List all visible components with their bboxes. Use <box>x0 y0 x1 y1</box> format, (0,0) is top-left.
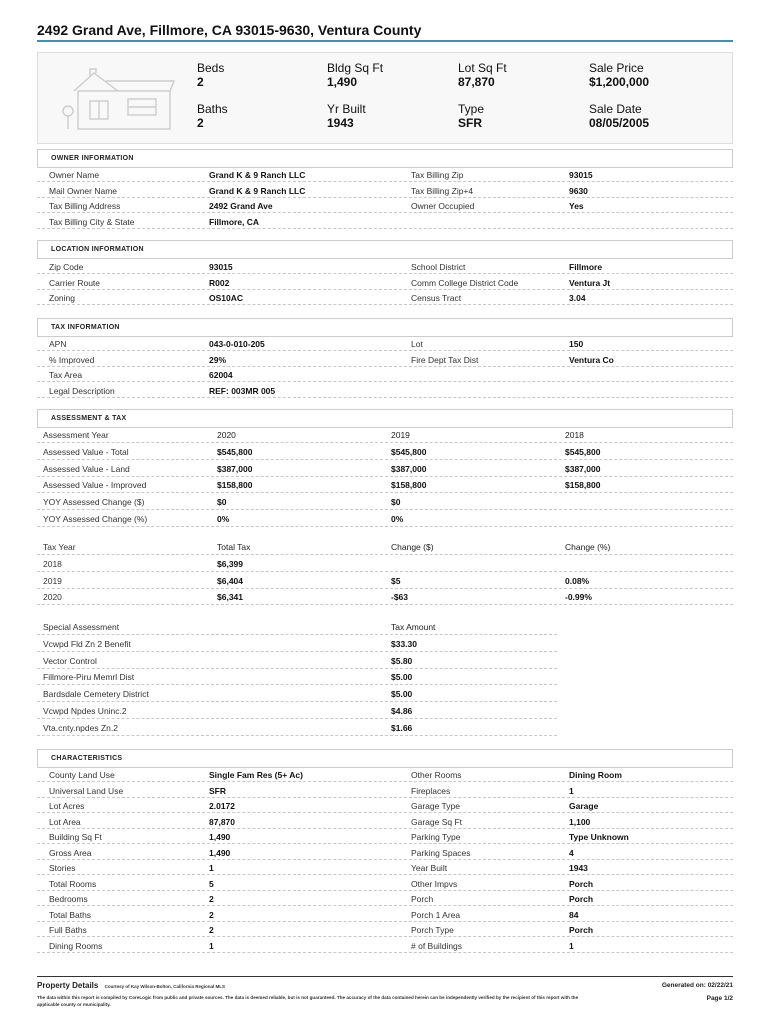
field-value: REF: 003MR 005 <box>207 384 397 398</box>
field-value: 150 <box>567 337 733 351</box>
table-row <box>37 877 733 893</box>
field-value: 2 <box>207 908 397 922</box>
beds-summary <box>197 61 224 90</box>
table-header-row <box>37 620 733 637</box>
row-label: 2018 <box>37 557 209 572</box>
row-label: 2019 <box>37 574 209 589</box>
field-value: OS10AC <box>207 291 397 305</box>
tax-table <box>37 337 733 399</box>
cell-value: $33.30 <box>385 637 557 652</box>
field-value: Grand K & 9 Ranch LLC <box>207 168 397 182</box>
bldg-sqft-value: 1,490 <box>327 75 358 89</box>
field-label: Year Built <box>399 861 565 875</box>
table-row <box>37 923 733 939</box>
field-label: Parking Spaces <box>399 846 565 860</box>
assessment-section-heading: ASSESSMENT & TAX <box>37 409 733 428</box>
baths-label: Baths <box>197 102 228 116</box>
row-label: Assessed Value - Land <box>37 462 209 477</box>
field-label: Total Rooms <box>37 877 205 891</box>
table-row <box>37 799 733 815</box>
field-label: Full Baths <box>37 923 205 937</box>
field-value: 2 <box>207 892 397 906</box>
field-value: Dining Room <box>567 768 733 782</box>
field-value: 1,100 <box>567 815 733 829</box>
table-row <box>37 557 733 574</box>
lot-sqft-value: 87,870 <box>458 75 495 89</box>
field-value: Ventura Jt <box>567 276 733 290</box>
table-row <box>37 670 733 687</box>
cell-value: $6,404 <box>211 574 383 589</box>
beds-value: 2 <box>197 75 204 89</box>
field-value: 84 <box>567 908 733 922</box>
field-value: SFR <box>207 784 397 798</box>
field-value: 1 <box>567 784 733 798</box>
row-label: Vector Control <box>37 654 383 669</box>
cell-value: $1.66 <box>385 721 557 736</box>
table-row <box>37 654 733 671</box>
field-label: Zoning <box>37 291 205 305</box>
cell-value: -0.99% <box>559 590 733 605</box>
field-label: Porch Type <box>399 923 565 937</box>
cell-value: -$63 <box>385 590 557 605</box>
field-label: % Improved <box>37 353 205 367</box>
cell-value: $0 <box>385 495 557 510</box>
table-header-row <box>37 540 733 557</box>
cell-value: $158,800 <box>559 478 733 493</box>
field-label: Parking Type <box>399 830 565 844</box>
field-label: Fire Dept Tax Dist <box>399 353 565 367</box>
field-value <box>567 368 733 382</box>
field-value: 3.04 <box>567 291 733 305</box>
field-value: 1 <box>207 939 397 953</box>
cell-value: $545,800 <box>211 445 383 460</box>
cell-value <box>559 557 733 572</box>
field-label: Tax Billing Zip <box>399 168 565 182</box>
field-value: 93015 <box>207 260 397 274</box>
column-header: 2020 <box>211 428 383 443</box>
field-label: Gross Area <box>37 846 205 860</box>
field-label: Lot Area <box>37 815 205 829</box>
baths-value: 2 <box>197 116 204 130</box>
owner-section-heading: OWNER INFORMATION <box>37 149 733 168</box>
field-label: Other Impvs <box>399 877 565 891</box>
field-label: Fireplaces <box>399 784 565 798</box>
cell-value: $0 <box>211 495 383 510</box>
footer-title: Property Details <box>37 981 99 990</box>
field-label: Garage Type <box>399 799 565 813</box>
table-row <box>37 184 733 200</box>
field-label: Owner Name <box>37 168 205 182</box>
yr-built-value: 1943 <box>327 116 354 130</box>
row-label: Vcwpd Npdes Uninc.2 <box>37 704 383 719</box>
page-number: Page 1/2 <box>706 995 733 1002</box>
field-label: Owner Occupied <box>399 199 565 213</box>
field-label: Comm College District Code <box>399 276 565 290</box>
type-label: Type <box>458 102 485 116</box>
cell-value: $545,800 <box>385 445 557 460</box>
table-row <box>37 291 733 307</box>
field-label: Lot Acres <box>37 799 205 813</box>
row-label: Vcwpd Fld Zn 2 Benefit <box>37 637 383 652</box>
table-row <box>37 168 733 184</box>
table-row <box>37 687 733 704</box>
field-label: # of Buildings <box>399 939 565 953</box>
field-label: Carrier Route <box>37 276 205 290</box>
footer-disclaimer: The data within this report is compiled by CoreLogic from public and private sources. The data is deemed reliable, but is not guaranteed. The accuracy of the data contained herein can be independently verified by the recipient of this report with the applicable county or municipality. <box>37 995 579 1007</box>
cell-value: $545,800 <box>559 445 733 460</box>
field-label: County Land Use <box>37 768 205 782</box>
table-row <box>37 353 733 369</box>
field-value: 62004 <box>207 368 397 382</box>
field-label <box>399 368 565 382</box>
table-row <box>37 478 733 495</box>
table-row <box>37 215 733 231</box>
cell-value: $387,000 <box>559 462 733 477</box>
field-value: 4 <box>567 846 733 860</box>
tax-history-table <box>37 540 733 607</box>
column-header: Special Assessment <box>37 620 383 635</box>
bldg-sqft-label: Bldg Sq Ft <box>327 61 384 75</box>
row-label: Assessed Value - Total <box>37 445 209 460</box>
table-row <box>37 830 733 846</box>
special-assessment-table <box>37 620 733 738</box>
baths-summary <box>197 102 228 131</box>
column-header: Tax Year <box>37 540 209 555</box>
cell-value: $4.86 <box>385 704 557 719</box>
cell-value: $387,000 <box>211 462 383 477</box>
table-row <box>37 637 733 654</box>
field-value: 1,490 <box>207 846 397 860</box>
cell-value: $5.00 <box>385 670 557 685</box>
table-row <box>37 495 733 512</box>
table-row <box>37 704 733 721</box>
cell-value: $6,399 <box>211 557 383 572</box>
field-label: Porch <box>399 892 565 906</box>
row-label: YOY Assessed Change (%) <box>37 512 209 527</box>
sale-date-value: 08/05/2005 <box>589 116 650 130</box>
field-label: Tax Area <box>37 368 205 382</box>
column-header: Assessment Year <box>37 428 209 443</box>
table-row <box>37 908 733 924</box>
bldg-sqft-summary <box>327 61 383 90</box>
field-label: Tax Billing Zip+4 <box>399 184 565 198</box>
characteristics-section-heading: CHARACTERISTICS <box>37 749 733 768</box>
field-label: Total Baths <box>37 908 205 922</box>
field-label: Tax Billing Address <box>37 199 205 213</box>
field-value: Ventura Co <box>567 353 733 367</box>
characteristics-table <box>37 768 733 954</box>
row-label: Bardsdale Cemetery District <box>37 687 383 702</box>
cell-value: $5.00 <box>385 687 557 702</box>
assessment-table <box>37 428 733 529</box>
row-label: Assessed Value - Improved <box>37 478 209 493</box>
cell-value: $158,800 <box>385 478 557 493</box>
row-label: Fillmore-Piru Memrl Dist <box>37 670 383 685</box>
field-value: Yes <box>567 199 733 213</box>
field-label: Bedrooms <box>37 892 205 906</box>
field-label: Lot <box>399 337 565 351</box>
cell-value: $6,341 <box>211 590 383 605</box>
table-row <box>37 462 733 479</box>
cell-value <box>385 557 557 572</box>
table-row <box>37 784 733 800</box>
cell-value: $158,800 <box>211 478 383 493</box>
table-row <box>37 260 733 276</box>
yr-built-label: Yr Built <box>327 102 366 116</box>
table-row <box>37 337 733 353</box>
field-value: 29% <box>207 353 397 367</box>
sale-date-summary <box>589 102 649 131</box>
title-divider <box>37 40 733 42</box>
field-label: School District <box>399 260 565 274</box>
field-value: 1 <box>567 939 733 953</box>
field-label: Dining Rooms <box>37 939 205 953</box>
field-value: Fillmore, CA <box>207 215 397 229</box>
generated-date: Generated on: 02/22/21 <box>661 982 733 989</box>
table-row <box>37 276 733 292</box>
beds-label: Beds <box>197 61 225 75</box>
cell-value: 0% <box>211 512 383 527</box>
table-row <box>37 445 733 462</box>
field-label: Porch 1 Area <box>399 908 565 922</box>
field-label: Universal Land Use <box>37 784 205 798</box>
cell-value: $387,000 <box>385 462 557 477</box>
location-table <box>37 260 733 307</box>
row-label: YOY Assessed Change ($) <box>37 495 209 510</box>
table-row <box>37 384 733 400</box>
field-label: Building Sq Ft <box>37 830 205 844</box>
type-value: SFR <box>458 116 482 130</box>
row-label: Vta.cnty.npdes Zn.2 <box>37 721 383 736</box>
field-value: Porch <box>567 923 733 937</box>
table-row <box>37 846 733 862</box>
field-value: 93015 <box>567 168 733 182</box>
sale-price-label: Sale Price <box>589 61 644 75</box>
table-row <box>37 768 733 784</box>
sale-price-summary <box>589 61 649 90</box>
table-row <box>37 368 733 384</box>
field-label: Other Rooms <box>399 768 565 782</box>
field-label: Tax Billing City & State <box>37 215 205 229</box>
field-value: 2492 Grand Ave <box>207 199 397 213</box>
field-label: Mail Owner Name <box>37 184 205 198</box>
field-label: Garage Sq Ft <box>399 815 565 829</box>
table-row <box>37 721 733 738</box>
field-value: 1943 <box>567 861 733 875</box>
page-title: 2492 Grand Ave, Fillmore, CA 93015-9630, Ventura County <box>37 22 422 38</box>
field-label <box>399 215 565 229</box>
cell-value <box>559 512 733 527</box>
footer-title-line <box>37 981 225 990</box>
footer-courtesy: Courtesy of Kay Wilson-Bolton, California Regional MLS <box>104 984 226 989</box>
field-value: R002 <box>207 276 397 290</box>
field-value: Garage <box>567 799 733 813</box>
table-header-row <box>37 428 733 445</box>
cell-value: 0% <box>385 512 557 527</box>
owner-table <box>37 168 733 230</box>
row-label: 2020 <box>37 590 209 605</box>
table-row <box>37 199 733 215</box>
field-value: Type Unknown <box>567 830 733 844</box>
column-header: Tax Amount <box>385 620 557 635</box>
sale-price-value: $1,200,000 <box>589 75 650 89</box>
field-value: 043-0-010-205 <box>207 337 397 351</box>
field-value: 1 <box>207 861 397 875</box>
field-value: Grand K & 9 Ranch LLC <box>207 184 397 198</box>
field-value <box>567 384 733 398</box>
column-header: 2019 <box>385 428 557 443</box>
field-label: Census Tract <box>399 291 565 305</box>
table-row <box>37 861 733 877</box>
table-row <box>37 512 733 529</box>
lot-sqft-summary <box>458 61 507 90</box>
lot-sqft-label: Lot Sq Ft <box>458 61 507 75</box>
cell-value: 0.08% <box>559 574 733 589</box>
table-row <box>37 939 733 955</box>
field-label: Stories <box>37 861 205 875</box>
sale-date-label: Sale Date <box>589 102 642 116</box>
field-label: APN <box>37 337 205 351</box>
table-row <box>37 590 733 607</box>
field-label <box>399 384 565 398</box>
field-value: 1,490 <box>207 830 397 844</box>
field-label: Legal Description <box>37 384 205 398</box>
field-value: 2.0172 <box>207 799 397 813</box>
column-header: Change (%) <box>559 540 733 555</box>
table-row <box>37 892 733 908</box>
table-row <box>37 574 733 591</box>
field-value: 5 <box>207 877 397 891</box>
field-value: Porch <box>567 877 733 891</box>
cell-value: $5.80 <box>385 654 557 669</box>
yr-built-summary <box>327 102 366 131</box>
property-summary <box>37 52 733 144</box>
cell-value: $5 <box>385 574 557 589</box>
field-value: 87,870 <box>207 815 397 829</box>
field-label: Zip Code <box>37 260 205 274</box>
column-header: 2018 <box>559 428 733 443</box>
cell-value <box>559 495 733 510</box>
field-value: Single Fam Res (5+ Ac) <box>207 768 397 782</box>
column-header: Change ($) <box>385 540 557 555</box>
field-value: Porch <box>567 892 733 906</box>
field-value <box>567 215 733 229</box>
tax-section-heading: TAX INFORMATION <box>37 318 733 337</box>
column-header: Total Tax <box>211 540 383 555</box>
type-summary <box>458 102 484 131</box>
field-value: Fillmore <box>567 260 733 274</box>
location-section-heading: LOCATION INFORMATION <box>37 240 733 259</box>
field-value: 9630 <box>567 184 733 198</box>
table-row <box>37 815 733 831</box>
house-placeholder-icon <box>46 61 186 135</box>
footer-divider <box>37 976 733 977</box>
field-value: 2 <box>207 923 397 937</box>
